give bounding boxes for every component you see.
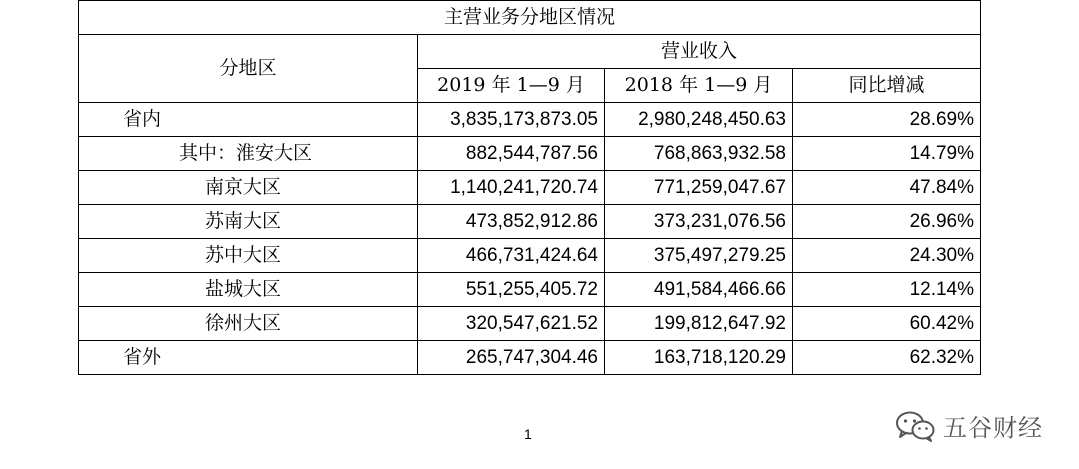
- revenue-2018-cell: 768,863,932.58: [605, 137, 793, 171]
- region-cell: 其中：淮安大区: [79, 137, 418, 171]
- region-revenue-table: [78, 0, 981, 375]
- yoy-cell: 60.42%: [793, 307, 981, 341]
- table-row: [79, 137, 981, 171]
- yoy-cell: 62.32%: [793, 341, 981, 375]
- revenue-2019-cell: 320,547,621.52: [418, 307, 605, 341]
- region-cell: 南京大区: [79, 171, 418, 205]
- yoy-cell: 14.79%: [793, 137, 981, 171]
- page-number: 1: [524, 426, 532, 442]
- wechat-icon: [895, 410, 937, 442]
- column-header-2019: 2019 年 1—9 月: [418, 69, 605, 103]
- table-row: [79, 171, 981, 205]
- table-row: [79, 103, 981, 137]
- table-header-row: [79, 35, 981, 69]
- revenue-header: 营业收入: [418, 35, 981, 69]
- revenue-2019-cell: 882,544,787.56: [418, 137, 605, 171]
- watermark: [895, 408, 1043, 443]
- table-row: [79, 239, 981, 273]
- region-cell: 苏中大区: [79, 239, 418, 273]
- yoy-cell: 24.30%: [793, 239, 981, 273]
- column-header-yoy: 同比增减: [793, 69, 981, 103]
- revenue-2018-cell: 491,584,466.66: [605, 273, 793, 307]
- revenue-2019-cell: 473,852,912.86: [418, 205, 605, 239]
- revenue-2018-cell: 375,497,279.25: [605, 239, 793, 273]
- revenue-2018-cell: 163,718,120.29: [605, 341, 793, 375]
- watermark-text: 五谷财经: [943, 414, 1043, 442]
- region-cell: 徐州大区: [79, 307, 418, 341]
- region-cell: 省外: [79, 341, 418, 375]
- table-row: [79, 341, 981, 375]
- table-row: [79, 273, 981, 307]
- region-cell: 苏南大区: [79, 205, 418, 239]
- table-row: [79, 307, 981, 341]
- region-cell: 省内: [79, 103, 418, 137]
- table-title: 主营业务分地区情况: [79, 1, 981, 35]
- revenue-2018-cell: 771,259,047.67: [605, 171, 793, 205]
- region-cell: 盐城大区: [79, 273, 418, 307]
- yoy-cell: 26.96%: [793, 205, 981, 239]
- revenue-2019-cell: 1,140,241,720.74: [418, 171, 605, 205]
- yoy-cell: 12.14%: [793, 273, 981, 307]
- region-header: 分地区: [79, 35, 418, 103]
- revenue-2019-cell: 466,731,424.64: [418, 239, 605, 273]
- table-row: [79, 205, 981, 239]
- revenue-2018-cell: 199,812,647.92: [605, 307, 793, 341]
- column-header-2018: 2018 年 1—9 月: [605, 69, 793, 103]
- revenue-2019-cell: 265,747,304.46: [418, 341, 605, 375]
- yoy-cell: 47.84%: [793, 171, 981, 205]
- revenue-2018-cell: 373,231,076.56: [605, 205, 793, 239]
- revenue-2018-cell: 2,980,248,450.63: [605, 103, 793, 137]
- revenue-2019-cell: 551,255,405.72: [418, 273, 605, 307]
- revenue-2019-cell: 3,835,173,873.05: [418, 103, 605, 137]
- yoy-cell: 28.69%: [793, 103, 981, 137]
- table-title-row: [79, 1, 981, 35]
